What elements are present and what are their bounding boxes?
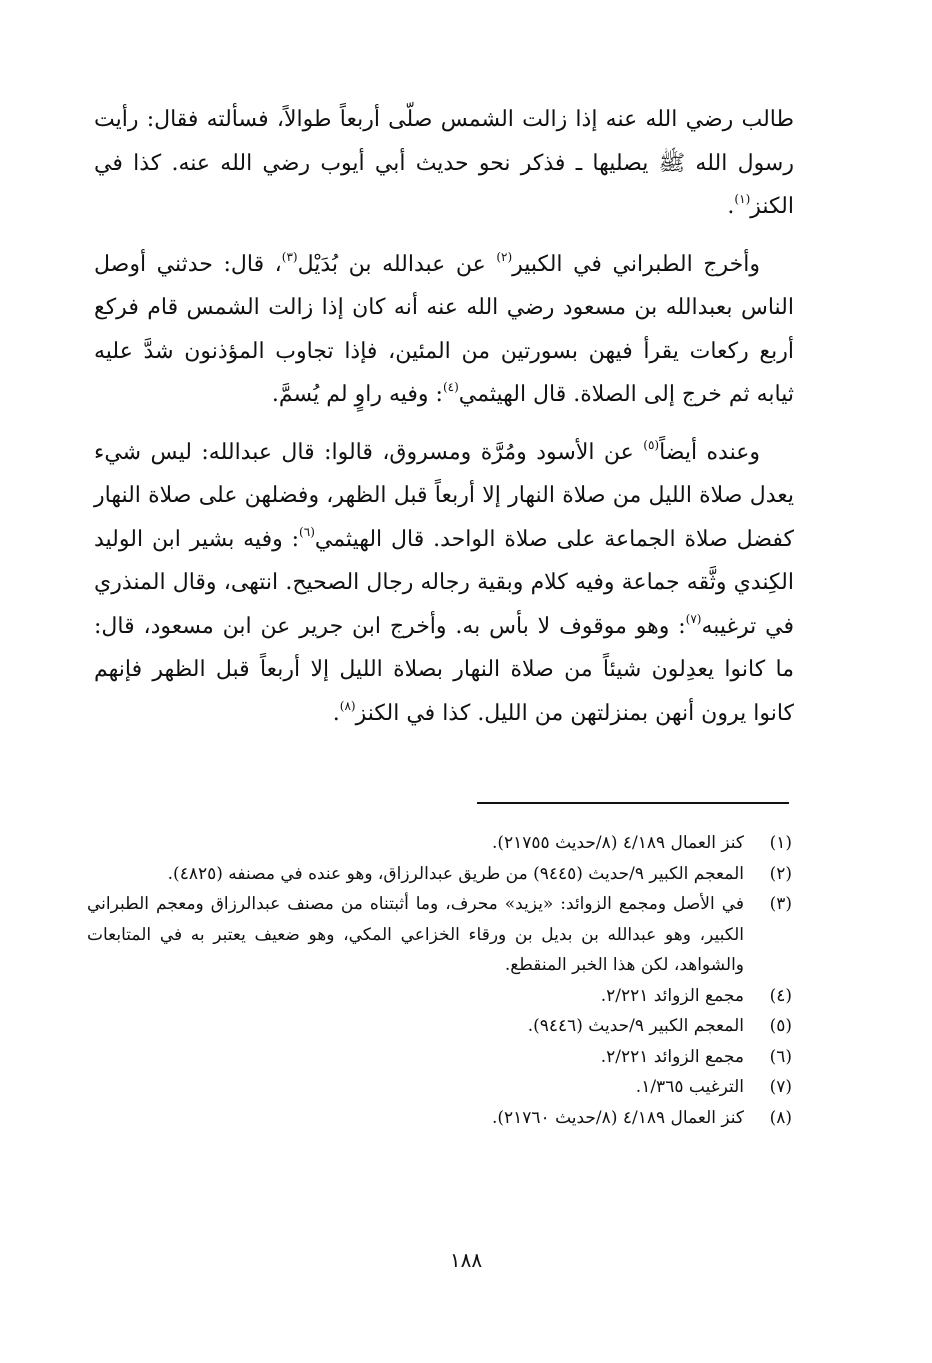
footnote-separator <box>477 802 789 804</box>
footnote-marker-4[interactable]: (٤) <box>442 380 459 394</box>
footnote-marker-7[interactable]: (٧) <box>685 611 702 626</box>
paragraph-3 <box>94 431 794 736</box>
paragraph-text: وأخرج الطبراني في الكبير <box>512 251 760 277</box>
footnote-marker-3[interactable]: (٣) <box>281 249 298 264</box>
footnote-number: (٢) <box>769 863 792 884</box>
footnote-5 <box>87 1011 792 1042</box>
paragraph-text: . <box>727 194 735 219</box>
footnote-marker-5[interactable]: (٥) <box>643 437 660 452</box>
paragraph-text: : وفيه بشير ابن الوليد الكِندي وثَّقه جماعة وفيه كلام وبقية رجاله رجال الصحيح. انتهى، وقال المنذري في ترغيبه <box>94 526 794 639</box>
footnote-4 <box>87 981 792 1012</box>
footnote-number: (٥) <box>769 1016 792 1036</box>
paragraph-text: طالب رضي الله عنه إذا زالت الشمس صلّى أربعاً طوالاً، فسألته فقال: رأيت رسول الله ﷺ يصليها ـ فذكر نحو حديث أبي أيوب رضي الله عنه. كذا في الكنز <box>94 107 794 219</box>
footnote-number: (٧) <box>769 1077 792 1097</box>
footnote-2 <box>87 859 792 890</box>
footnote-1 <box>87 828 792 859</box>
footnote-number: (١) <box>769 833 792 853</box>
footnote-marker-8[interactable]: (٨) <box>339 698 356 713</box>
footnote-8 <box>87 1103 792 1134</box>
paragraph-text: : وفيه راوٍ لم يُسمَّ. <box>271 382 443 407</box>
paragraph-2 <box>94 243 794 417</box>
paragraph-text: وعنده أيضاً <box>659 439 760 465</box>
paragraph-text: : وهو موقوف لا بأس به. وأخرج ابن جرير عن ابن مسعود، قال: ما كانوا يعدِلون شيئاً من صلاة النهار بصلاة الليل إلا أربعاً قبل الظهر فإنهم كانوا يرون أنهن بمنزلتهن من الليل. كذا في الكنز <box>94 613 794 726</box>
paragraph-text: عن الأسود ومُرَّة ومسروق، قالوا: قال عبدالله: ليس شيء يعدل صلاة الليل من صلاة النهار إلا أربعاً قبل الظهر، وفضلهن على صلاة النهار كفضل صلاة الجماعة على صلاة الواحد. قال الهيثمي <box>94 439 794 552</box>
footnote-text: في الأصل ومجمع الزوائد: «يزيد» محرف، وما أثبتناه من مصنف عبدالرزاق ومعجم الطبراني الكبير، وهو عبدالله بن بديل بن ورقاء الخزاعي المكي، وهو ضعيف يعتبر به في المتابعات والشواهد، لكن هذا الخبر المنقطع. <box>87 894 744 975</box>
footnote-number: (٤) <box>769 985 792 1006</box>
footnote-text: مجمع الزوائد ٢/٢٢١. <box>600 1046 744 1067</box>
paragraph-text: ، قال: حدثني أوصل الناس بعبدالله بن مسعود رضي الله عنه أنه كان إذا زالت الشمس قام فركع أربع ركعات يقرأ فيهن بسورتين من المئين، فإذا تجاوب المؤذنون شدَّ عليه ثيابه ثم خرج إلى الصلاة. قال الهيثمي <box>94 251 794 407</box>
paragraph-text: عن عبدالله بن بُدَيْل <box>297 251 497 277</box>
footnote-number: (٨) <box>769 1107 792 1128</box>
footnote-text: مجمع الزوائد ٢/٢٢١. <box>600 985 744 1006</box>
footnote-text: كنز العمال ٤/١٨٩ (٨/حديث ٢١٧٥٥). <box>491 833 744 853</box>
footnote-marker-1[interactable]: (١) <box>734 192 751 206</box>
footnote-text: المعجم الكبير ٩/حديث (٩٤٤٦). <box>527 1016 744 1036</box>
footnote-3 <box>87 889 792 981</box>
footnote-number: (٣) <box>769 894 792 914</box>
footnote-number: (٦) <box>769 1046 792 1067</box>
footnote-7 <box>87 1072 792 1103</box>
page-number: ١٨٨ <box>449 1248 483 1272</box>
footnote-6 <box>87 1042 792 1073</box>
footnote-marker-2[interactable]: (٢) <box>496 249 513 264</box>
footnote-text: الترغيب ١/٣٦٥. <box>635 1077 744 1097</box>
footnote-text: كنز العمال ٤/١٨٩ (٨/حديث ٢١٧٦٠). <box>491 1107 744 1128</box>
paragraph-text: . <box>332 700 340 726</box>
paragraph-1 <box>94 98 794 229</box>
main-text <box>94 98 794 749</box>
footnote-text: المعجم الكبير ٩/حديث (٩٤٤٥) من طريق عبدالرزاق، وهو عنده في مصنفه (٤٨٢٥). <box>167 863 744 884</box>
footnote-marker-6[interactable]: (٦) <box>299 524 315 539</box>
footnotes <box>87 828 792 1133</box>
